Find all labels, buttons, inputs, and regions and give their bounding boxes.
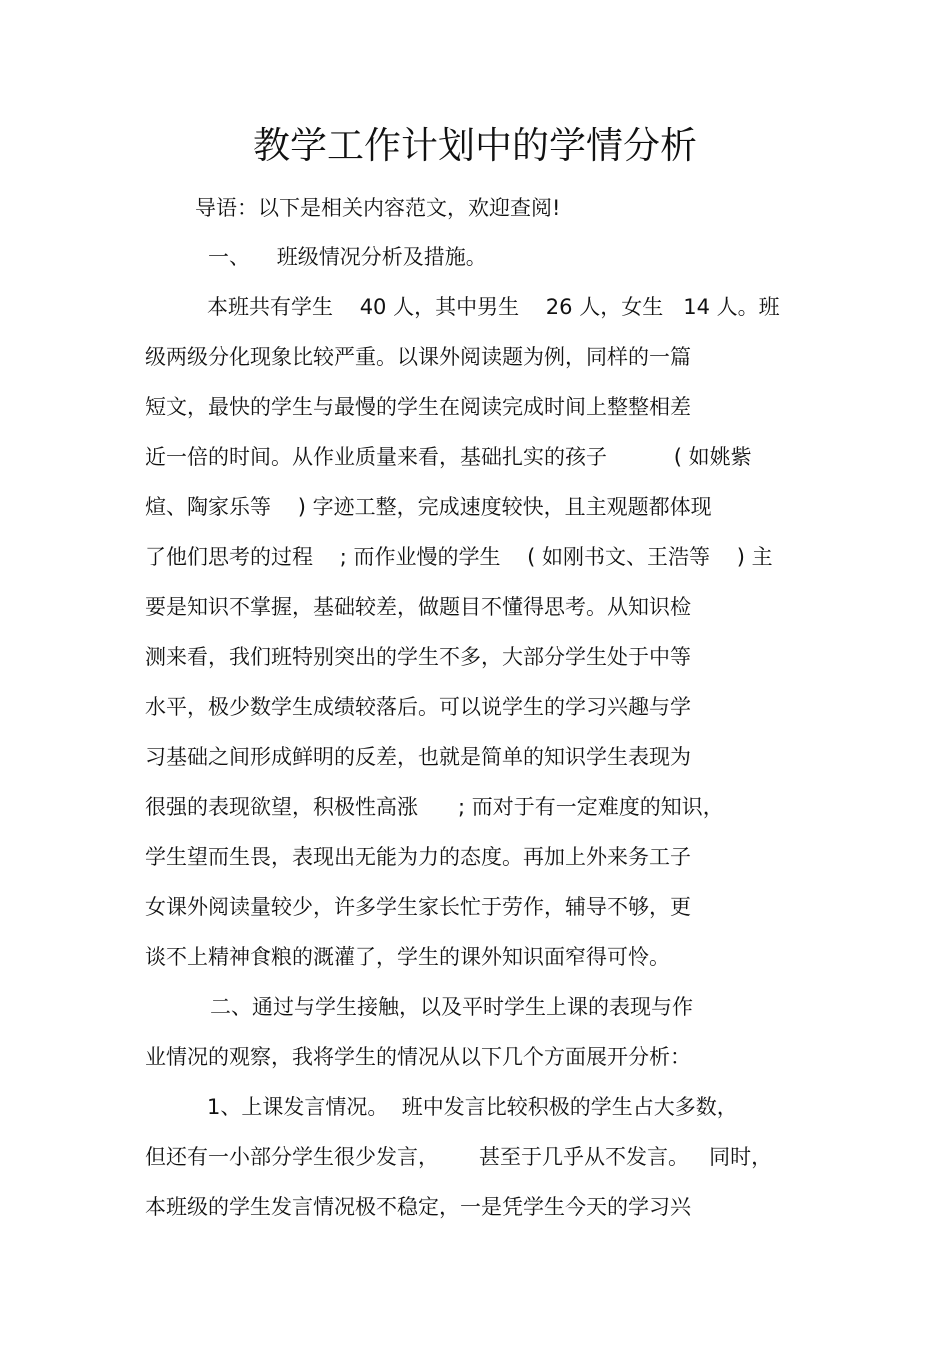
- paragraph-line: 级两级分化现象比较严重。以课外阅读题为例，同样的一篇: [145, 345, 691, 369]
- paragraph-line: 1、上课发言情况。 班中发言比较积极的学生占大多数，: [207, 1095, 738, 1119]
- paragraph-line: 很强的表现欲望，积极性高涨 ; 而对于有一定难度的知识，: [145, 795, 724, 819]
- paragraph-line: 了他们思考的过程 ; 而作业慢的学生 ( 如刚书文、王浩等 ) 主: [145, 545, 773, 569]
- paragraph-line: 本班共有学生 40 人，其中男生 26 人，女生 14 人。班: [207, 295, 780, 319]
- paragraph-line: 要是知识不掌握，基础较差，做题目不懂得思考。从知识检: [145, 595, 691, 619]
- paragraph-line: 学生望而生畏，表现出无能为力的态度。再加上外来务工子: [145, 845, 691, 869]
- paragraph-line: 本班级的学生发言情况极不稳定，一是凭学生今天的学习兴: [145, 1195, 691, 1219]
- paragraph-line: 女课外阅读量较少，许多学生家长忙于劳作，辅导不够，更: [145, 895, 691, 919]
- paragraph-line: 习基础之间形成鲜明的反差，也就是简单的知识学生表现为: [145, 745, 691, 769]
- paragraph-line: 煊、陶家乐等 ) 字迹工整，完成速度较快，且主观题都体现: [145, 495, 712, 519]
- paragraph-line: 测来看，我们班特别突出的学生不多，大部分学生处于中等: [145, 645, 691, 669]
- intro-line: 导语：以下是相关内容范文，欢迎查阅!: [195, 196, 561, 220]
- paragraph-line: 但还有一小部分学生很少发言， 甚至于几乎从不发言。 同时，: [145, 1145, 773, 1169]
- paragraph-line: 近一倍的时间。从作业质量来看，基础扎实的孩子 ( 如姚紫: [145, 445, 752, 469]
- paragraph-line: 水平，极少数学生成绩较落后。可以说学生的学习兴趣与学: [145, 695, 691, 719]
- paragraph-line: 二、通过与学生接触，以及平时学生上课的表现与作: [210, 995, 693, 1019]
- document-title: 教学工作计划中的学情分析: [253, 124, 697, 167]
- paragraph-line: 短文，最快的学生与最慢的学生在阅读完成时间上整整相差: [145, 395, 691, 419]
- paragraph-line: 谈不上精神食粮的溉灌了，学生的课外知识面窄得可怜。: [145, 945, 670, 969]
- paragraph-line: 业情况的观察，我将学生的情况从以下几个方面展开分析：: [145, 1045, 691, 1069]
- section-heading: 一、 班级情况分析及措施。: [208, 245, 487, 269]
